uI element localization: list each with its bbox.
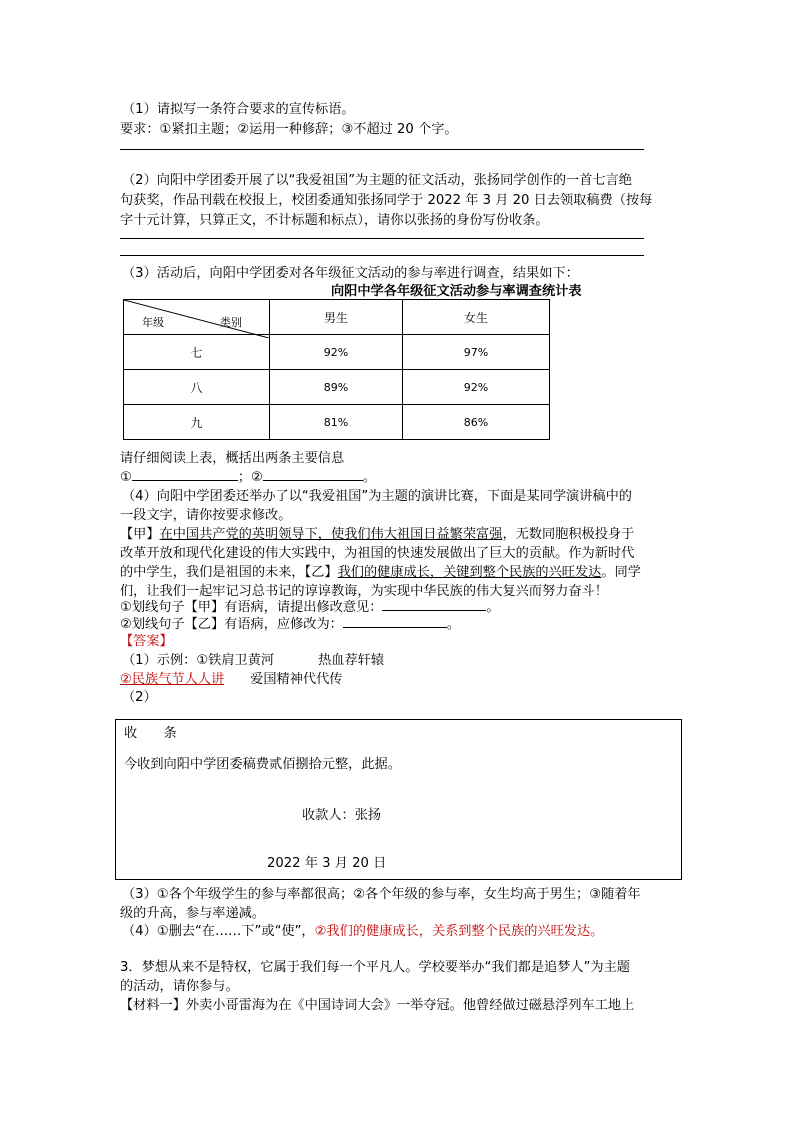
table-row xyxy=(124,405,550,440)
answer-line xyxy=(120,255,644,256)
label-jia: 【甲】 xyxy=(120,527,160,542)
blank-sub2[interactable] xyxy=(343,615,447,628)
q4-para-line3 xyxy=(120,561,641,580)
a3-line2: 级的升高，参与率递减。 xyxy=(120,906,266,921)
receipt-body: 今收到向阳中学团委稿费贰佰捌拾元整，此据。 xyxy=(124,757,401,772)
a1-line2-right: 爱国精神代代传 xyxy=(250,672,343,687)
female-cell: 86% xyxy=(403,405,550,440)
a1-line2 xyxy=(120,668,342,687)
grade-cell: 七 xyxy=(124,335,270,370)
a4-red-text: ②我们的健康成长，关系到整个民族的兴旺发达。 xyxy=(314,924,604,939)
receipt-payee: 收款人：张扬 xyxy=(302,808,382,823)
a1-line1-left: ①铁肩卫黄河 xyxy=(196,653,275,668)
q3-blanks xyxy=(120,466,376,485)
q1-prompt: （1）请拟写一条符合要求的宣传标语。 xyxy=(122,102,355,117)
q3-intro: （3）活动后，向阳中学团委对各年级征文活动的参与率进行调查，结果如下： xyxy=(122,266,579,281)
blank-1-label: ① xyxy=(120,470,132,485)
para-text: 。同学 xyxy=(601,565,641,580)
blank-2[interactable] xyxy=(263,468,363,481)
grade-cell: 八 xyxy=(124,370,270,405)
q4-line1: （4）向阳中学团委还举办了以“我爱祖国”为主题的演讲比赛，下面是某同学演讲稿中的 xyxy=(122,489,632,504)
table-row xyxy=(124,335,550,370)
q3next-line2: 的活动，请你参与。 xyxy=(120,979,239,994)
q2-line3: 字十元计算，只算正文，不计标题和标点），请你以张扬的身份写份收条。 xyxy=(120,213,549,228)
sub2-end: 。 xyxy=(446,617,461,632)
a2-label: （2） xyxy=(122,690,157,705)
q4-para-line2: 改革开放和现代化建设的伟大实践中，为祖国的快速发展做出了巨大的贡献。作为新时代 xyxy=(120,546,635,561)
underlined-sentence-jia: 在中国共产党的英明领导下，使我们伟大祖国日益繁荣富强 xyxy=(159,527,503,542)
corner-category-label: 类别 xyxy=(220,316,242,329)
blank-end: 。 xyxy=(362,470,377,485)
a3-line1: （3）①各个年级学生的参与率都很高；②各个年级的参与率，女生均高于男生；③随着年 xyxy=(122,887,641,902)
answer-line xyxy=(120,149,644,150)
header-male: 男生 xyxy=(270,300,403,335)
sub1-end: 。 xyxy=(486,600,500,615)
answer-line xyxy=(120,238,644,239)
stats-table xyxy=(123,299,550,440)
q4-para-line1 xyxy=(120,523,634,542)
sub2-text: ②划线句子【乙】有语病，应修改为： xyxy=(120,617,343,632)
female-cell: 92% xyxy=(403,370,550,405)
table-header-row xyxy=(124,300,550,335)
a1-prefix: （1）示例： xyxy=(122,653,197,668)
q1-requirements: 要求：①紧扣主题；②运用一种修辞；③不超过 20 个字。 xyxy=(120,122,458,137)
table-title: 向阳中学各年级征文活动参与率调查统计表 xyxy=(331,284,582,299)
header-female: 女生 xyxy=(403,300,550,335)
blank-1[interactable] xyxy=(132,468,238,481)
male-cell: 92% xyxy=(270,335,403,370)
q2-line2: 句获奖，作品刊载在校报上，校团委通知张扬同学于 2022 年 3 月 20 日去领取稿费（按每 xyxy=(120,193,653,208)
receipt-title: 收 条 xyxy=(124,726,177,741)
a1-line1 xyxy=(122,649,384,668)
underlined-sentence-yi: 我们的健康成长，关键到整个民族的兴旺发达 xyxy=(337,565,602,580)
q4-line2: 一段文字，请你按要求修改。 xyxy=(120,508,292,523)
blank-sub1[interactable] xyxy=(382,598,486,611)
a1-line2-left: ②民族气节人人讲 xyxy=(120,672,225,687)
a1-line1-right: 热血荐轩辕 xyxy=(318,653,385,668)
q3-after: 请仔细阅读上表，概括出两条主要信息 xyxy=(120,451,345,466)
corner-grade-label: 年级 xyxy=(142,316,164,329)
corner-cell xyxy=(124,300,270,335)
grade-cell: 九 xyxy=(124,405,270,440)
receipt-date: 2022 年 3 月 20 日 xyxy=(267,856,387,871)
female-cell: 97% xyxy=(403,335,550,370)
sub1-text: ①划线句子【甲】有语病，请提出修改意见： xyxy=(120,600,383,615)
q2-line1: （2）向阳中学团委开展了以“我爱祖国”为主题的征文活动，张扬同学创作的一首七言绝 xyxy=(122,173,632,188)
table-row xyxy=(124,370,550,405)
q4-para-line4: 们，让我们一起牢记习总书记的谆谆教诲，为实现中华民族的伟大复兴而努力奋斗！ xyxy=(120,584,608,599)
para-text: ，无数同胞积极投身于 xyxy=(502,527,635,542)
receipt-box xyxy=(115,719,682,880)
answer-label: 【答案】 xyxy=(120,634,173,649)
blank-sep: ；② xyxy=(237,470,263,485)
q3next-line3: 【材料一】外卖小哥雷海为在《中国诗词大会》一举夺冠。他曾经做过磁悬浮列车工地上 xyxy=(120,998,635,1013)
a4-text: （4）①删去“在……下”或“使”， xyxy=(122,924,315,939)
q3next-line1: 3．梦想从来不是特权，它属于我们每一个平凡人。学校要举办“我们都是追梦人”为主题 xyxy=(120,960,630,975)
a4-line xyxy=(122,920,603,939)
para-text: 的中学生，我们是祖国的未来，【乙】 xyxy=(120,565,338,580)
male-cell: 81% xyxy=(270,405,403,440)
male-cell: 89% xyxy=(270,370,403,405)
